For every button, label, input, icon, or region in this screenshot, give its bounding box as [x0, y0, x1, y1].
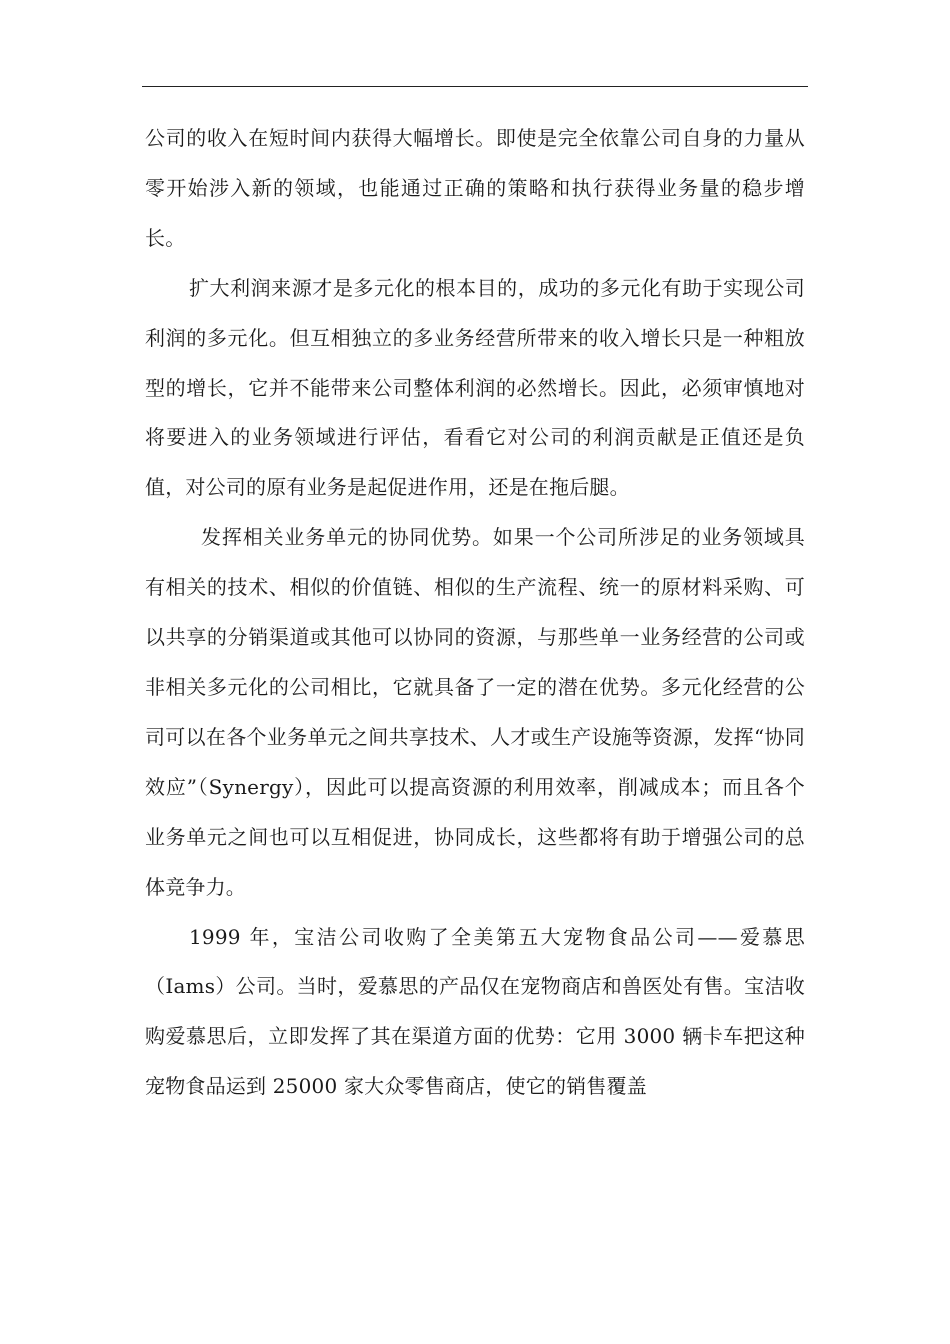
paragraph-continuation: 公司的收入在短时间内获得大幅增长。即使是完全依靠公司自身的力量从零开始涉入新的领域，也能通过正确的策略和执行获得业务量的稳步增长。 [145, 126, 805, 250]
header-rule [142, 86, 808, 87]
paragraph-synergy: 发挥相关业务单元的协同优势。如果一个公司所涉足的业务领域具有相关的技术、相似的价值链、相似的生产流程、统一的原材料采购、可以共享的分销渠道或其他可以协同的资源，与那些单一业务经营的公司或非相关多元化的公司相比，它就具备了一定的潜在优势。多元化经营的公司可以在各个业务单元之间共享技术、人才或生产设施等资源，发挥“协同效应”（Synergy），因此可以提高资源的利用效率，削减成本；而且各个业务单元之间也可以互相促进，协同成长，这些都将有助于增强公司的总体竞争力。 [145, 525, 805, 899]
paragraph-profit-diversification: 扩大利润来源才是多元化的根本目的，成功的多元化有助于实现公司利润的多元化。但互相独立的多业务经营所带来的收入增长只是一种粗放型的增长，它并不能带来公司整体利润的必然增长。因此，必须审慎地对将要进入的业务领域进行评估，看看它对公司的利润贡献是正值还是负值，对公司的原有业务是起促进作用，还是在拖后腿。 [145, 275, 805, 500]
body-text [145, 114, 805, 1112]
paragraph-pg-iams-example: 1999 年，宝洁公司收购了全美第五大宠物食品公司——爱慕思（Iams）公司。当时，爱慕思的产品仅在宠物商店和兽医处有售。宝洁收购爱慕思后，立即发挥了其在渠道方面的优势：它用 3000 辆卡车把这种宠物食品运到 25000 家大众零售商店，使它的销售覆盖 [145, 924, 805, 1099]
